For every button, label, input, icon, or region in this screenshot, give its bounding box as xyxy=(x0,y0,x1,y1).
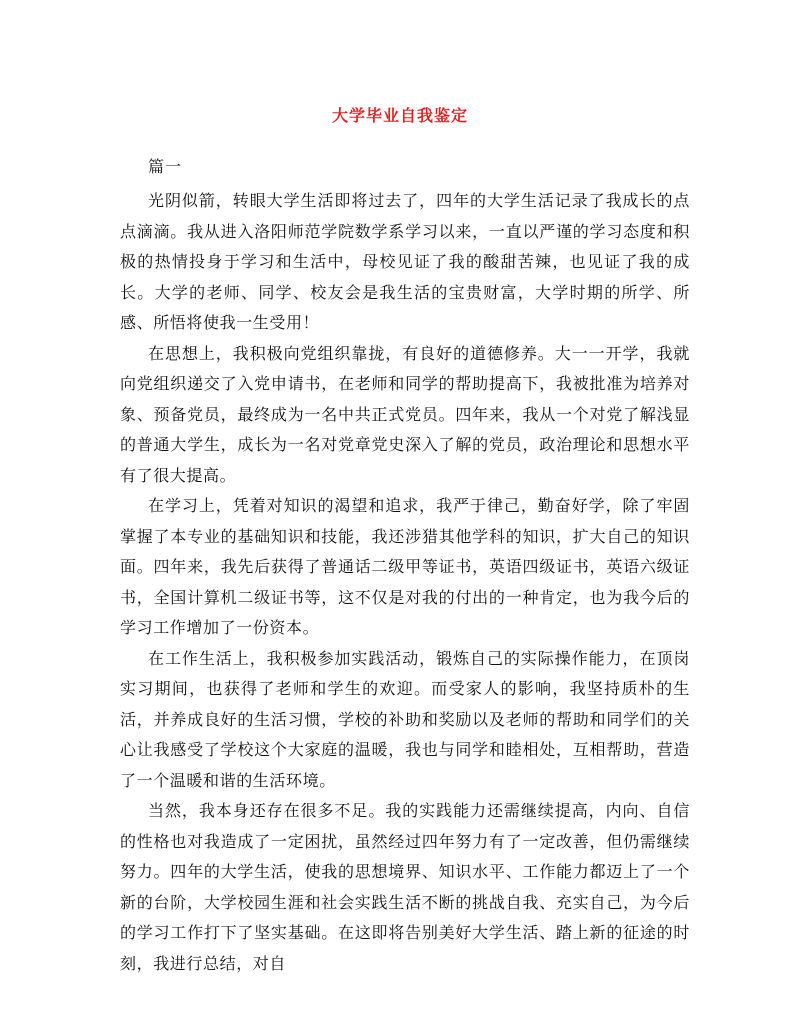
section-label: 篇一 xyxy=(148,157,183,176)
paragraph-ideology: 在思想上，我积极向党组织靠拢，有良好的道德修养。大一一开学，我就向党组织递交了入党申请书，在老师和同学的帮助提高下，我被批准为培养对象、预备党员，最终成为一名中共正式党员。四年来，我从一个对党了解浅显的普通大学生，成长为一名对党章党史深入了解的党员，政治理论和思想水平有了很大提高。 xyxy=(120,343,690,485)
document-body xyxy=(120,186,690,979)
paragraph-shortcomings: 当然，我本身还存在很多不足。我的实践能力还需继续提高，内向、自信的性格也对我造成了一定困扰，虽然经过四年努力有了一定改善，但仍需继续努力。四年的大学生活，使我的思想境界、知识水平、工作能力都迈上了一个新的台阶，大学校园生涯和社会实践生活不断的挑战自我、充实自己，为今后的学习工作打下了坚实基础。在这即将告别美好大学生活、踏上新的征途的时刻，我进行总结，对自 xyxy=(120,801,690,973)
paragraph-work-life: 在工作生活上，我积极参加实践活动，锻炼自己的实际操作能力，在顶岗实习期间，也获得了老师和学生的欢迎。而受家人的影响，我坚持质朴的生活，并养成良好的生活习惯，学校的补助和奖励以及老师的帮助和同学们的关心让我感受了学校这个大家庭的温暖，我也与同学和睦相处，互相帮助，营造了一个温暖和谐的生活环境。 xyxy=(120,648,690,790)
paragraph-intro: 光阴似箭，转眼大学生活即将过去了，四年的大学生活记录了我成长的点点滴滴。我从进入洛阳师范学院数学系学习以来，一直以严谨的学习态度和积极的热情投身于学习和生活中，母校见证了我的酸甜苦辣，也见证了我的成长。大学的老师、同学、校友会是我生活的宝贵财富，大学时期的所学、所感、所悟将使我一生受用！ xyxy=(120,191,690,332)
document-title: 大学毕业自我鉴定 xyxy=(331,106,468,125)
paragraph-study: 在学习上，凭着对知识的渴望和追求，我严于律己，勤奋好学，除了牢固掌握了本专业的基础知识和技能，我还涉猎其他学科的知识，扩大自己的知识面。四年来，我先后获得了普通话二级甲等证书，英语四级证书，英语六级证书，全国计算机二级证书等，这不仅是对我的付出的一种肯定，也为我今后的学习工作增加了一份资本。 xyxy=(120,496,690,637)
